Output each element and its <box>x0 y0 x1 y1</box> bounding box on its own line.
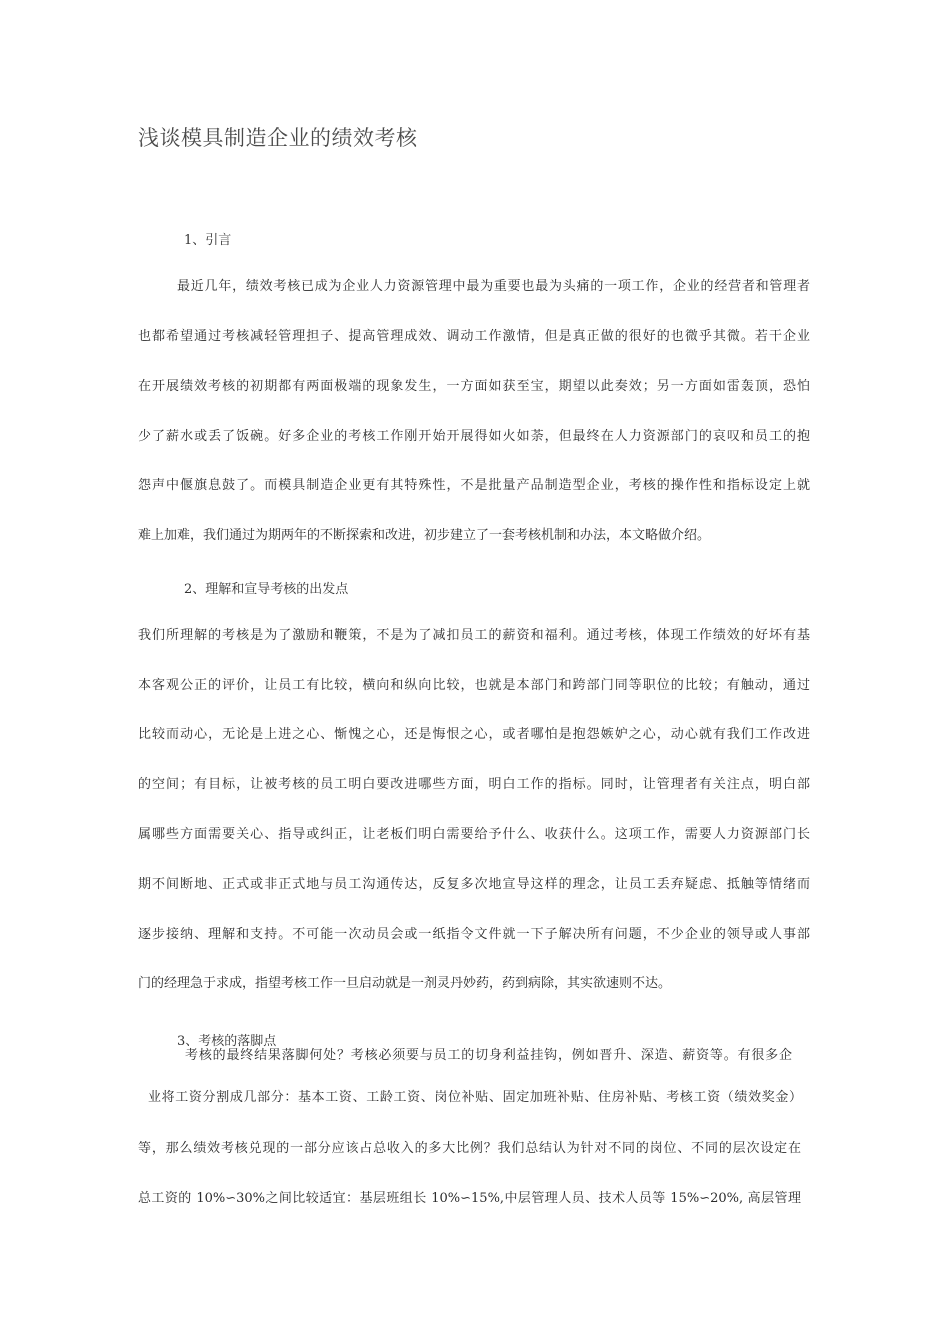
paragraph-line: 属哪些方面需要关心、指导或纠正，让老板们明白需要给予什么、收获什么。这项工作，需要人力资源部门长 <box>138 827 810 842</box>
document-title: 浅谈模具制造企业的绩效考核 <box>138 126 418 150</box>
paragraph-line: 比较而动心，无论是上进之心、惭愧之心，还是悔恨之心，或者哪怕是抱怨嫉妒之心，动心就有我们工作改进 <box>138 727 810 742</box>
paragraph-line: 等，那么绩效考核兑现的一部分应该占总收入的多大比例？我们总结认为针对不同的岗位、不同的层次设定在 <box>138 1141 801 1156</box>
paragraph-line: 考核的最终结果落脚何处？考核必须要与员工的切身利益挂钩，例如晋升、深造、薪资等。有很多企 <box>185 1048 792 1063</box>
paragraph-line: 在开展绩效考核的初期都有两面极端的现象发生，一方面如获至宝，期望以此奏效；另一方面如雷轰顶，恐怕 <box>138 379 810 394</box>
paragraph-line: 也都希望通过考核减轻管理担子、提高管理成效、调动工作激情，但是真正做的很好的也微乎其微。若干企业 <box>138 329 810 344</box>
paragraph-line: 最近几年，绩效考核已成为企业人力资源管理中最为重要也最为头痛的一项工作，企业的经营者和管理者 <box>177 279 810 294</box>
paragraph-line: 怨声中偃旗息鼓了。而模具制造企业更有其特殊性，不是批量产品制造型企业，考核的操作性和指标设定上就 <box>138 478 810 493</box>
paragraph-line: 总工资的 10%∽30%之间比较适宜：基层班组长 10%∽15%,中层管理人员、技术人员等 15%∽20%, 高层管理 <box>138 1191 801 1206</box>
paragraph-line: 我们所理解的考核是为了激励和鞭策，不是为了减扣员工的薪资和福利。通过考核，体现工作绩效的好坏有基 <box>138 628 810 643</box>
paragraph-line: 的空间；有目标，让被考核的员工明白要改进哪些方面，明白工作的指标。同时，让管理者有关注点，明白部 <box>138 777 810 792</box>
section-heading-purpose: 2、理解和宣导考核的出发点 <box>184 582 349 597</box>
paragraph-line: 逐步接纳、理解和支持。不可能一次动员会或一纸指令文件就一下子解决所有问题，不少企业的领导或人事部 <box>138 927 810 942</box>
paragraph-line: 本客观公正的评价，让员工有比较，横向和纵向比较，也就是本部门和跨部门同等职位的比较；有触动，通过 <box>138 678 810 693</box>
section-heading-introduction: 1、引言 <box>184 233 232 248</box>
paragraph-line: 门的经理急于求成，指望考核工作一旦启动就是一剂灵丹妙药，药到病除，其实欲速则不达。 <box>138 976 672 991</box>
paragraph-line: 难上加难，我们通过为期两年的不断探索和改进，初步建立了一套考核机制和办法，本文略做介绍。 <box>138 528 711 543</box>
paragraph-line: 业将工资分割成几部分：基本工资、工龄工资、岗位补贴、固定加班补贴、住房补贴、考核工资（绩效奖金） <box>148 1090 802 1105</box>
paragraph-line: 期不间断地、正式或非正式地与员工沟通传达，反复多次地宣导这样的理念，让员工丢弃疑虑、抵触等情绪而 <box>138 877 810 892</box>
paragraph-line: 少了薪水或丢了饭碗。好多企业的考核工作刚开始开展得如火如荼，但最终在人力资源部门的哀叹和员工的抱 <box>138 429 810 444</box>
section-heading-landing-point: 3、考核的落脚点 <box>177 1034 277 1049</box>
